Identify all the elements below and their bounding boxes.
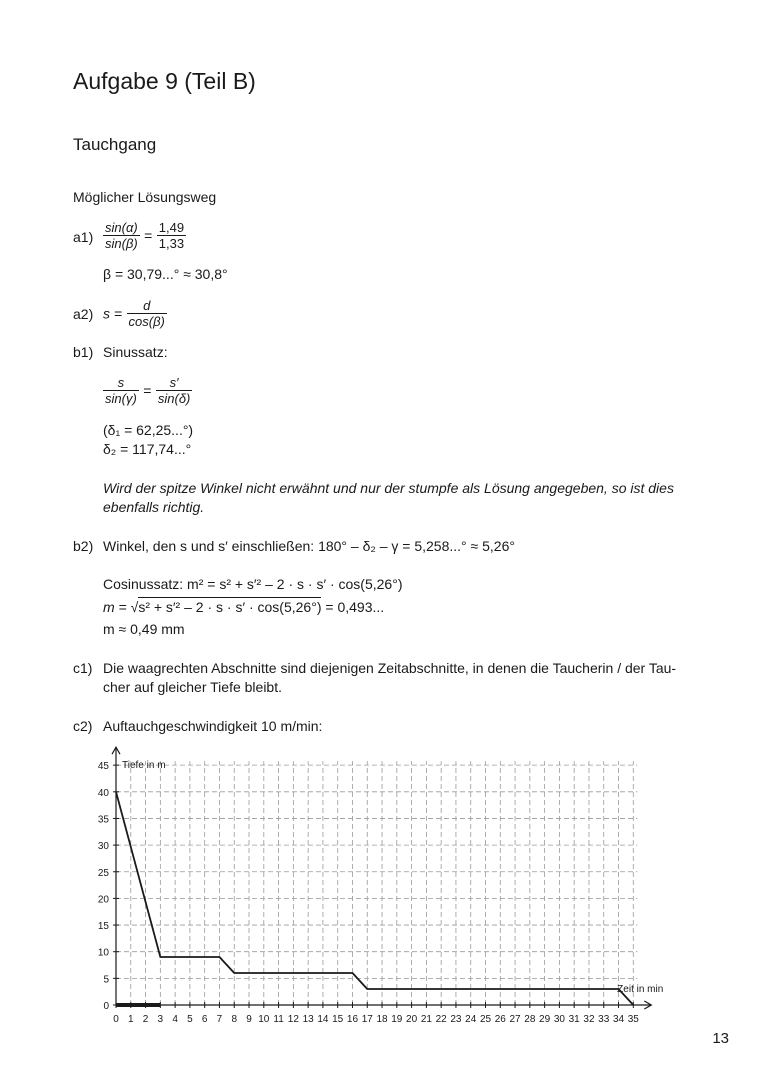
b2-line2: Cosinussatz: m² = s² + s′² – 2 · s · s′ · cos(5,26°) [103,576,403,592]
x-tick-label: 2 [142,1014,149,1025]
x-tick-label: 33 [598,1014,610,1025]
label-b1: b1) [73,344,94,360]
x-tick-label: 19 [391,1014,403,1025]
x-tick-label: 24 [465,1014,477,1025]
x-tick-label: 16 [346,1014,359,1025]
b2-line1: Winkel, den s und s′ einschließen: 180° – δ₂ – γ = 5,258...° ≈ 5,26° [103,538,515,554]
b2-line3-radicand: s² + s′² – 2 · s · s′ · cos(5,26°) [138,599,322,615]
a1-equals: = [144,227,153,244]
label-b2: b2) [73,538,94,554]
x-tick-label: 18 [376,1014,388,1025]
a1-fraction-right-num: 1,49 [158,220,185,235]
b2-line3-result: = 0,493... [321,599,385,615]
x-tick-label: 11 [273,1014,284,1025]
x-tick-label: 21 [420,1014,432,1025]
b1-fraction-left-num: s [103,375,139,391]
y-tick-label: 5 [103,974,109,986]
x-tick-label: 9 [246,1014,252,1025]
b1-equation [103,375,192,406]
b1-fraction-right-num: s′ [156,375,193,391]
x-tick-label: 32 [583,1014,595,1025]
a2-equation [103,298,167,329]
x-tick-label: 6 [201,1014,208,1025]
a1-fraction-right-den: 1,33 [158,236,185,251]
depth-time-chart [80,740,700,1040]
a2-lhs: s = [103,305,123,322]
b1-note-line2: ebenfalls richtig. [103,499,205,515]
b1-delta2: δ₂ = 117,74...° [103,441,192,457]
b1-note-line1: Wird der spitze Winkel nicht erwähnt und nur der stumpfe als Lösung angegeben, so ist dies [103,480,674,496]
y-tick-label: 20 [97,894,109,906]
x-tick-label: 5 [187,1014,193,1025]
b1-fraction-left [103,375,139,406]
y-tick-label: 35 [97,814,109,826]
c2-heading: Auftauchgeschwindigkeit 10 m/min: [103,718,323,734]
x-tick-label: 15 [332,1014,344,1025]
a2-fraction [127,298,167,329]
y-tick-label: 15 [97,921,109,933]
x-tick-label: 7 [216,1014,223,1025]
b2-line3: m = √s² + s′² – 2 · s · s′ · cos(5,26°) = 0,493... [103,599,385,615]
x-tick-label: 29 [539,1014,551,1025]
b1-fraction-right [156,375,193,406]
x-tick-label: 3 [157,1014,164,1025]
a1-fraction-right [157,220,186,251]
y-tick-label: 25 [97,867,109,879]
x-tick-label: 17 [361,1014,373,1025]
x-tick-label: 27 [509,1014,521,1025]
b1-fraction-right-den: sin(δ) [157,391,191,406]
x-tick-label: 31 [568,1014,580,1025]
b2-line3-lhs: m = [103,599,131,615]
x-tick-label: 14 [317,1014,329,1025]
x-axis-label: Zeit in min [617,984,664,995]
x-tick-label: 34 [612,1014,625,1025]
label-a2: a2) [73,306,94,322]
label-a1: a1) [73,229,94,245]
b2-line4: m ≈ 0,49 mm [103,621,185,637]
x-tick-label: 20 [406,1014,418,1025]
b1-heading: Sinussatz: [103,344,168,360]
x-tick-label: 22 [435,1014,447,1025]
page-title: Aufgabe 9 (Teil B) [73,68,256,94]
x-tick-label: 13 [302,1014,314,1025]
y-axis-label: Tiefe in m [122,760,166,772]
page-number: 13 [712,1030,729,1047]
x-tick-label: 1 [127,1014,134,1025]
chart-grid [116,761,637,1005]
x-tick-label: 30 [553,1014,565,1025]
task-subtitle: Tauchgang [73,135,157,154]
a1-fraction-left-den: sin(β) [105,236,138,251]
chart-ticks [98,760,663,1025]
x-tick-label: 0 [113,1014,119,1025]
y-tick-label: 10 [97,947,109,959]
a2-fraction-num: d [127,298,167,314]
x-tick-label: 26 [494,1014,506,1025]
x-tick-label: 4 [172,1014,178,1025]
y-tick-label: 30 [97,841,109,853]
c1-line1: Die waagrechten Abschnitte sind diejenigen Zeitabschnitte, in denen die Taucherin / der Tau- [103,660,677,676]
a1-equation [103,220,186,251]
y-tick-label: 40 [97,787,109,799]
x-tick-label: 28 [524,1014,536,1025]
b1-delta1: (δ₁ = 62,25...°) [103,422,194,438]
section-heading: Möglicher Lösungsweg [73,189,217,205]
y-tick-label: 0 [103,1001,109,1012]
label-c2: c2) [73,718,93,734]
x-tick-label: 35 [627,1014,639,1025]
x-tick-label: 25 [479,1014,492,1025]
x-tick-label: 10 [258,1014,270,1025]
a1-fraction-left [103,220,140,251]
a2-fraction-den: cos(β) [128,314,165,329]
y-tick-label: 45 [97,761,109,773]
x-tick-label: 12 [287,1014,299,1025]
c1-line2: cher auf gleicher Tiefe bleibt. [103,679,282,695]
a1-result: β = 30,79...° ≈ 30,8° [103,266,228,282]
label-c1: c1) [73,660,93,676]
x-tick-label: 23 [450,1014,462,1025]
x-tick-label: 8 [231,1014,238,1025]
b1-equals: = [143,382,152,399]
a1-fraction-left-num: sin(α) [105,220,138,235]
b1-fraction-left-den: sin(γ) [105,391,137,406]
